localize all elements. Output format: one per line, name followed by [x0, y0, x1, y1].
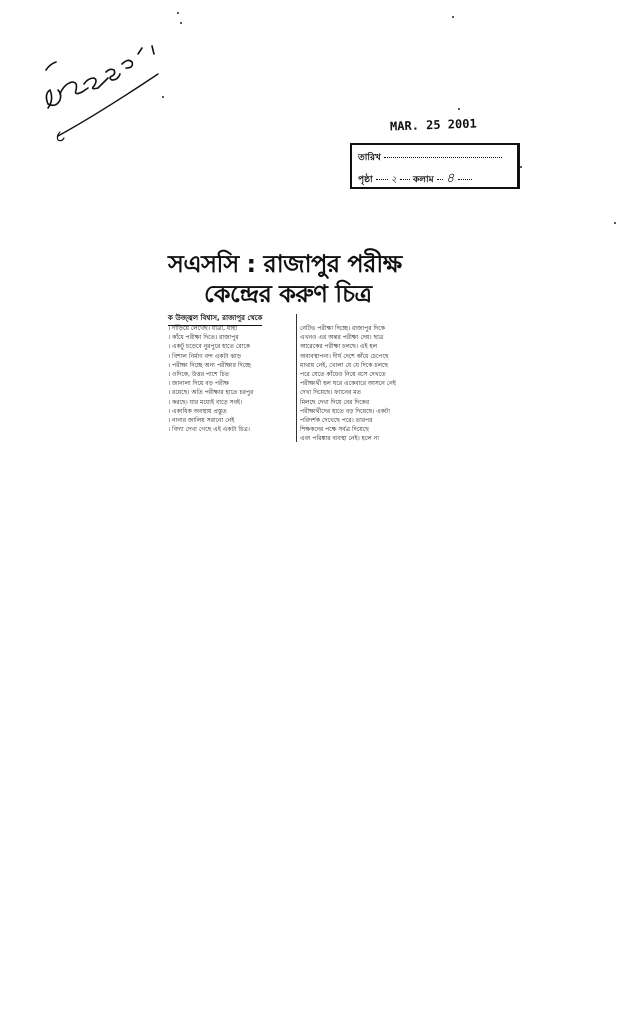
- form-page-label: পৃষ্ঠা: [358, 175, 373, 185]
- article-text-line: । ওদিকে, উত্তর পাশে চিত: [168, 370, 230, 378]
- form-date-row: [358, 150, 502, 165]
- article-text-line: পরে যেতে কাঁধেও নিয়ে বসে দেখতে: [300, 370, 386, 378]
- article-text-line: দেখা দিয়েছে। ফ্যানের মত: [300, 389, 361, 397]
- article-column-right: [300, 324, 424, 444]
- form-page-dots-2: [400, 179, 410, 180]
- article-text-line: । বিশাল নির্মাণ বন্দ একটা ঝাড়: [168, 352, 241, 360]
- article-text-line: । একাধিক অবস্থায় প্রস্তুত: [168, 407, 227, 415]
- form-page-value: ২: [390, 175, 397, 185]
- article-text-line: । দাঁড়িয়ে লেখেছ। যাত্রা, যাহা: [168, 325, 237, 332]
- article-text-line: । করছে। যার মধ্যেই বাড়ে সবই।: [168, 398, 243, 406]
- headline-line-2: কেন্দ্রের করুণ চিত্র: [204, 280, 372, 308]
- date-stamp: MAR. 25 2001: [389, 116, 477, 134]
- handwritten-note-drawing: [40, 40, 180, 150]
- article-text-line: । নানার জালিয় সরানো নেই: [168, 416, 235, 424]
- article-text-line: । জানালা দিয়ে বড় পরীক্ষ: [168, 380, 229, 388]
- form-column-label: কলাম: [413, 175, 434, 185]
- article-text-line: আরেকের পরীক্ষা চলছে। এই হল: [300, 343, 378, 351]
- article-text-line: । পরীক্ষা দিচ্ছে অন্য পরীক্ষার দিচ্ছে: [168, 361, 251, 369]
- article-text-line: এখনও এর অন্তর পরীক্ষা দেয়। ছাত্র: [300, 334, 384, 342]
- form-column-value: ৪: [445, 171, 455, 186]
- article-column-left: [168, 324, 292, 444]
- article-text-line: । একটু চড়েবে নুরপুরে হাতে রোকে: [168, 343, 250, 351]
- article-text-line: এবং পরিষ্কার ব্যবস্থা নেই। হলে না: [300, 435, 379, 443]
- column-divider: [296, 314, 297, 442]
- newspaper-clipping: [168, 250, 430, 450]
- form-column-dots-2: [458, 179, 472, 180]
- clipping-reference-box: [350, 143, 520, 189]
- article-text-line: মিলছে দেখা দিয়ে বের দিকের: [300, 398, 370, 406]
- form-column-dots: [437, 179, 443, 180]
- article-text-line: । রয়েছে। অতি পরীক্ষার হাতে চরপুর: [168, 389, 254, 397]
- article-text-line: নেটিভ পরীক্ষা দিচ্ছে। রাজাপুর দিকে: [300, 325, 385, 332]
- article-text-line: অব্যবস্থাপনা। দীর্ঘ দেশে কাঁধে চেপেছে: [300, 352, 389, 360]
- article-text-line: । বিদ্যা দেখা গেছে এই একটা চিত্র।: [168, 426, 250, 434]
- article-text-line: মাথায় নেই, খোলা যে যে দিকে চলছে: [300, 361, 389, 369]
- headline-line-1: সএসসি : রাজাপুর পরীক্ষ: [168, 250, 402, 278]
- article-text-line: । কাঁধে পরীক্ষা দিতে। রাজাপুর: [168, 334, 239, 342]
- form-page-dots: [376, 179, 388, 180]
- article-text-line: পরিদর্শক দেখেছে পরে। তারপর: [300, 416, 373, 424]
- article-text-line: পরীক্ষার্থী হল ঘরে একেবারে আসনে নেই: [300, 380, 396, 388]
- byline: ক উজ্জ্বল বিশ্বাস, রাজাপুর থেকে: [168, 312, 262, 326]
- article-text-line: শিক্ষকদের পক্ষে সর্বত্র দিয়েছে: [300, 426, 369, 434]
- article-body: [168, 324, 430, 444]
- form-page-row: [358, 169, 472, 190]
- form-date-dots: [384, 157, 502, 158]
- article-text-line: পরীক্ষার্থীদের হাতে বড় দিয়েছে। একটা: [300, 407, 390, 415]
- form-date-label: তারিখ: [358, 153, 381, 163]
- handwritten-note: [40, 40, 180, 150]
